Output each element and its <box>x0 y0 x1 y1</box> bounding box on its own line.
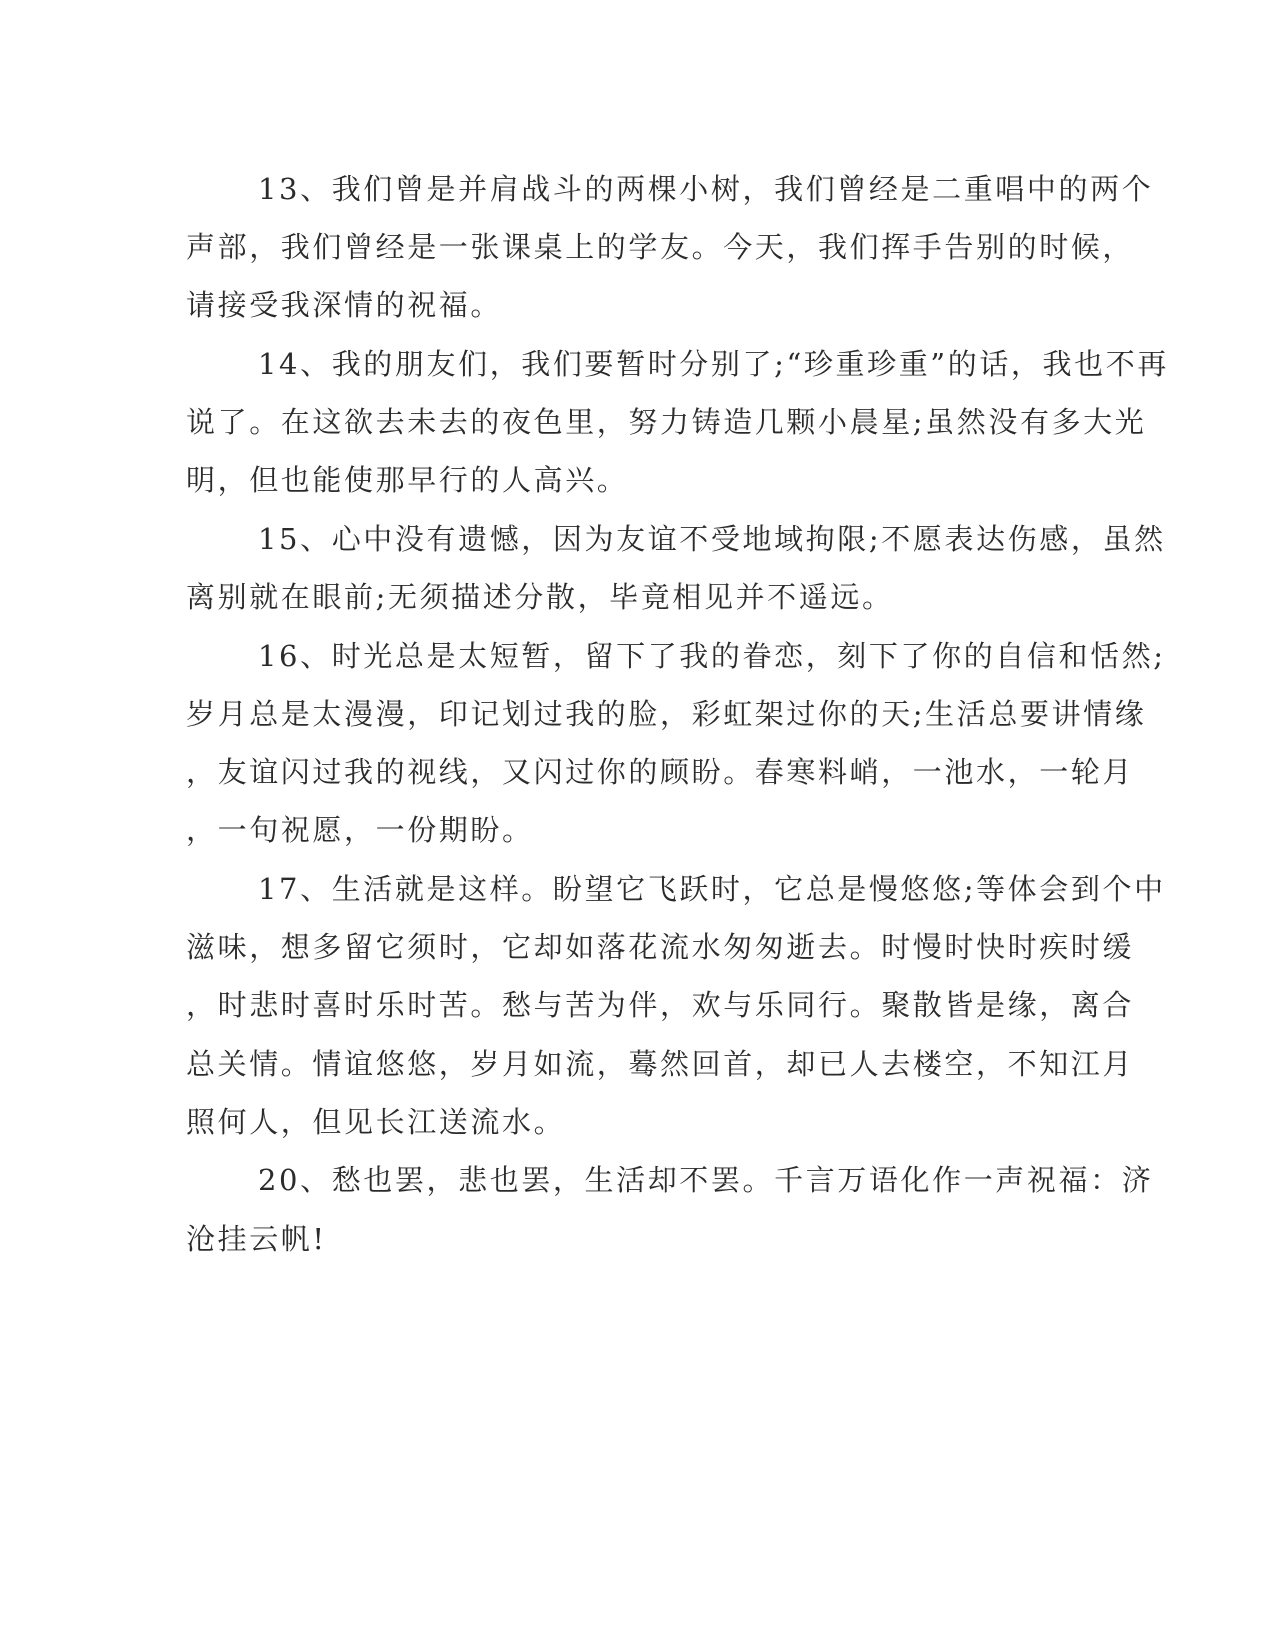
paragraph-15-line-2: 离别就在眼前;无须描述分散，毕竟相见并不遥远。 <box>186 580 894 614</box>
paragraph-13-line-2: 声部，我们曾经是一张课桌上的学友。今天，我们挥手告别的时候， <box>186 230 1135 264</box>
paragraph-14-line-3: 明，但也能使那早行的人高兴。 <box>186 463 629 497</box>
paragraph-13-line-3: 请接受我深情的祝福。 <box>186 288 503 322</box>
paragraph-17-line-4: 总关情。情谊悠悠，岁月如流，蓦然回首，却已人去楼空，不知江月 <box>186 1047 1135 1081</box>
paragraph-20-line-2: 沧挂云帆! <box>186 1222 327 1256</box>
paragraph-16-line-3: ，友谊闪过我的视线，又闪过你的顾盼。春寒料峭，一池水，一轮月 <box>186 755 1135 789</box>
paragraph-20-line-1: 20、愁也罢，悲也罢，生活却不罢。千言万语化作一声祝福：济 <box>258 1163 1154 1197</box>
paragraph-16-line-2: 岁月总是太漫漫，印记划过我的脸，彩虹架过你的天;生活总要讲情缘 <box>186 697 1147 731</box>
paragraph-17-line-5: 照何人，但见长江送流水。 <box>186 1105 566 1139</box>
paragraph-16-line-1: 16、时光总是太短暂，留下了我的眷恋，刻下了你的自信和恬然; <box>258 639 1166 673</box>
paragraph-16-line-4: ，一句祝愿，一份期盼。 <box>186 813 534 847</box>
paragraph-15-line-1: 15、心中没有遗憾，因为友谊不受地域拘限;不愿表达伤感，虽然 <box>258 522 1166 556</box>
paragraph-14-line-2: 说了。在这欲去未去的夜色里，努力铸造几颗小晨星;虽然没有多大光 <box>186 405 1147 439</box>
paragraph-17-line-1: 17、生活就是这样。盼望它飞跃时，它总是慢悠悠;等体会到个中 <box>258 872 1166 906</box>
paragraph-13-line-1: 13、我们曾是并肩战斗的两棵小树，我们曾经是二重唱中的两个 <box>258 172 1154 206</box>
paragraph-14-line-1: 14、我的朋友们，我们要暂时分别了;“珍重珍重”的话，我也不再 <box>258 347 1169 381</box>
paragraph-17-line-2: 滋味，想多留它须时，它却如落花流水匆匆逝去。时慢时快时疾时缓 <box>186 930 1135 964</box>
paragraph-17-line-3: ，时悲时喜时乐时苦。愁与苦为伴，欢与乐同行。聚散皆是缘，离合 <box>186 988 1135 1022</box>
